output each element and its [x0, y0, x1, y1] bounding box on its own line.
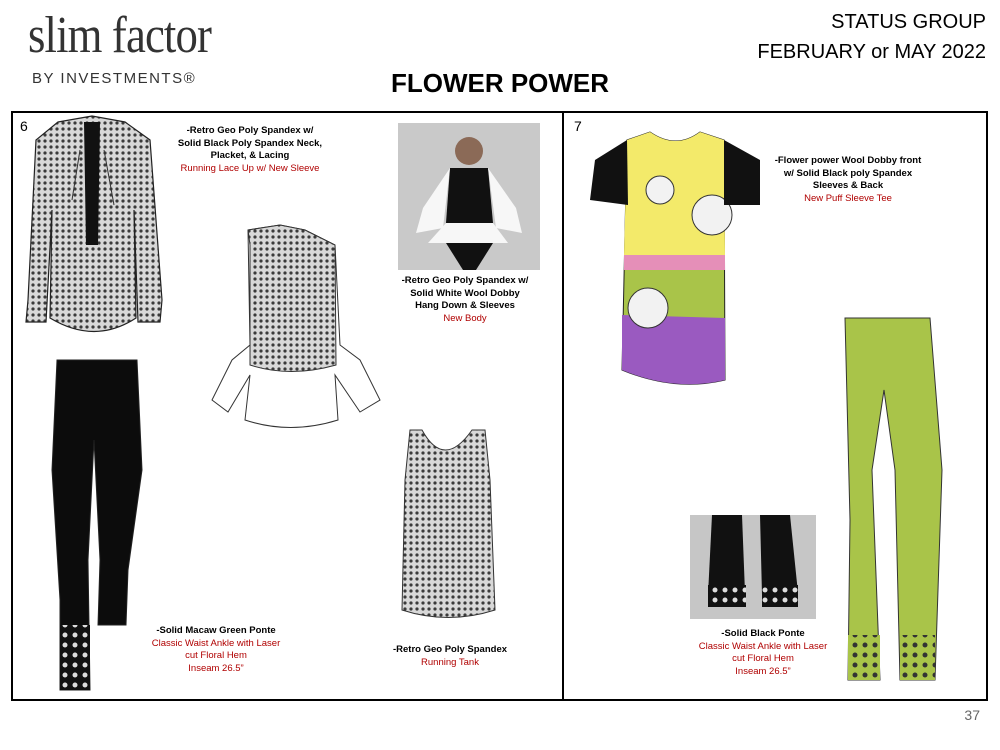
- caption-running-tank: -Retro Geo Poly Spandex Running Tank: [392, 644, 508, 668]
- lace-up-blouse-sketch: [26, 116, 162, 332]
- puff-sleeve-tee-sketch: [590, 132, 760, 384]
- peasant-top-sketch: [212, 225, 380, 428]
- page-number: 37: [964, 707, 980, 723]
- model-photo: [398, 123, 540, 270]
- delivery-date: FEBRUARY or MAY 2022: [757, 41, 986, 63]
- caption-green-pants: -Solid Black Ponte Classic Waist Ankle with Laser cut Floral Hem Inseam 26.5”: [698, 628, 828, 677]
- page-title: FLOWER POWER: [390, 68, 610, 98]
- hem-detail-photo: [690, 515, 816, 619]
- brand-logo: slim factor: [28, 7, 212, 64]
- caption-puff-sleeve-tee: -Flower power Wool Dobby front w/ Solid Black poly Spandex Sleeves & Back New Puff Sleeve Tee: [774, 155, 922, 204]
- caption-lace-up-top: -Retro Geo Poly Spandex w/ Solid Black Poly Spandex Neck, Placket, & Lacing Running Lace Up w/ New Sleeve: [177, 125, 323, 174]
- item-number-7: 7: [574, 118, 582, 134]
- caption-black-pants: -Solid Macaw Green Ponte Classic Waist Ankle with Laser cut Floral Hem Inseam 26.5”: [151, 625, 281, 674]
- black-pants-sketch: [52, 360, 142, 690]
- green-pants-sketch: [845, 318, 942, 680]
- brand-logo-subtitle: BY INVESTMENTS®: [32, 70, 197, 87]
- group-name: STATUS GROUP: [831, 11, 986, 33]
- item-number-6: 6: [20, 118, 28, 134]
- caption-new-body: -Retro Geo Poly Spandex w/ Solid White Wool Dobby Hang Down & Sleeves New Body: [401, 275, 529, 324]
- running-tank-sketch: [402, 430, 495, 618]
